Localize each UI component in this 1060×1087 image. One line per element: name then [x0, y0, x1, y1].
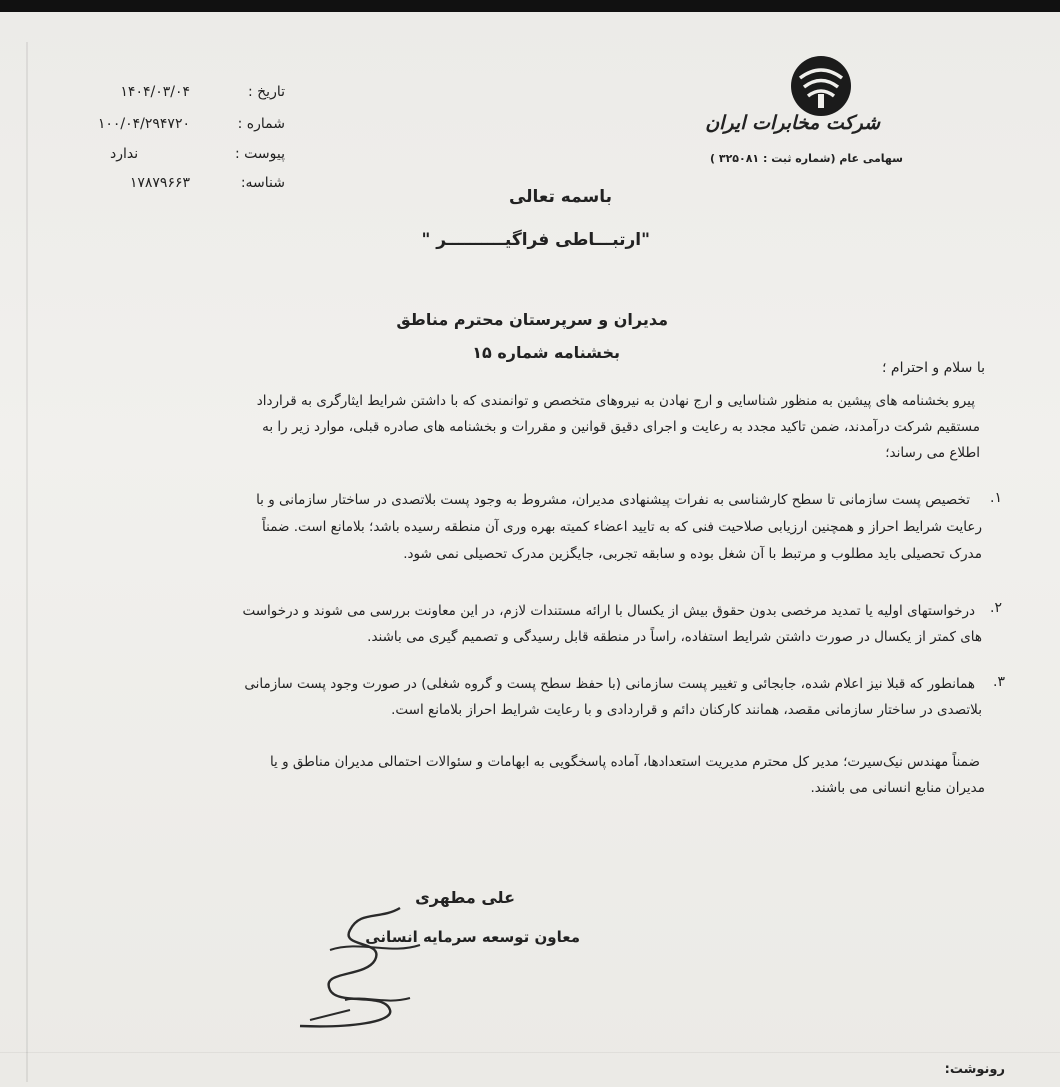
circular-number: بخشنامه شماره ۱۵	[472, 343, 620, 362]
item-line: درخواستهای اولیه یا تمدید مرخصی بدون حقوق بیش از یکسال با ارائه مستندات لازم، در این معاونت بررسی می شوند و درخواست	[242, 603, 975, 619]
item-line: همانطور که قبلا نیز اعلام شده، جابجائی و تغییر پست سازمانی (با حفظ سطح پست و گروه شغلی) در صورت وجود پست سازمانی	[244, 676, 975, 692]
top-edge	[0, 0, 1060, 12]
intro-line: اطلاع می رساند؛	[885, 445, 980, 461]
meta-number-value: ۱۰۰/۰۴/۲۹۴۷۲۰	[97, 116, 190, 132]
greeting: با سلام و احترام ؛	[882, 360, 985, 376]
meta-id-value: ۱۷۸۷۹۶۶۳	[129, 175, 190, 191]
item-line: رعایت شرایط احراز و همچنین ارزیابی صلاحیت فنی که به تایید اعضاء کمیته بهره وری آن منطقه رسیده باشد؛ بلامانع است. ضمناً	[262, 519, 982, 535]
signer-title: معاون توسعه سرمایه انسانی	[365, 928, 580, 946]
item-number: ۲.	[990, 600, 1002, 616]
paper-fold	[26, 42, 28, 1082]
closing-line: ضمناً مهندس نیک‌سیرت؛ مدیر کل محترم مدیریت استعدادها، آماده پاسخگویی به ابهامات و سئوالات احتمالی مدیران مناطق و یا	[269, 754, 980, 770]
meta-date-label: تاریخ :	[247, 84, 285, 100]
item-line: مدرک تحصیلی باید مطلوب و مرتبط با آن شغل بوده و سابقه تجربی، جایگزین مدرک تحصیلی نمی شود.	[403, 546, 982, 562]
meta-number-label: شماره :	[237, 116, 285, 132]
company-registration: سهامی عام (شماره ثبت : ۳۲۵۰۸۱ )	[710, 152, 903, 165]
meta-id-label: شناسه:	[240, 175, 285, 191]
addressee: مدیران و سرپرستان محترم مناطق	[396, 310, 668, 329]
paper-fold	[0, 1052, 1060, 1053]
tci-logo-icon	[788, 54, 854, 118]
slogan: "ارتبـــاطی فراگیــــــــــر "	[421, 230, 650, 250]
item-number: ۱.	[990, 490, 1002, 506]
intro-line: مستقیم شرکت درآمدند، ضمن تاکید مجدد به رعایت و اجرای دقیق قوانین و مقررات و بخشنامه های صادره قبلی، موارد زیر را به	[262, 419, 980, 435]
item-number: ۳.	[993, 674, 1005, 690]
handwritten-signature	[290, 900, 450, 1035]
item-line: های کمتر از یکسال در صورت داشتن شرایط استفاده، راساً در منطقه قابل رسیدگی و تصمیم گیری می باشند.	[367, 629, 982, 645]
basmala: باسمه تعالی	[508, 187, 612, 207]
company-name: شرکت مخابرات ایران	[705, 112, 880, 134]
cc-label: رونوشت:	[944, 1062, 1005, 1077]
item-line: بلاتصدی در ساختار سازمانی مقصد، همانند کارکنان دائم و قراردادی و با رعایت شرایط احراز بلامانع است.	[391, 702, 982, 718]
meta-attachment-label: پیوست :	[235, 146, 285, 162]
intro-line: پیرو بخشنامه های پیشین به منظور شناسایی و ارج نهادن به نیروهای متخصص و توانمندی که با داشتن شرایط ایثارگری به قرارداد	[256, 393, 975, 409]
signer-name: علی مطهری	[415, 888, 515, 907]
meta-attachment-value: ندارد	[110, 146, 139, 162]
meta-date-value: ۱۴۰۴/۰۳/۰۴	[120, 84, 190, 100]
closing-line: مدیران منابع انسانی می باشند.	[810, 780, 985, 796]
item-line: تخصیص پست سازمانی تا سطح کارشناسی به نفرات پیشنهادی مدیران، مشروط به وجود پست بلاتصدی در ساختار سازمانی و با	[256, 492, 970, 508]
